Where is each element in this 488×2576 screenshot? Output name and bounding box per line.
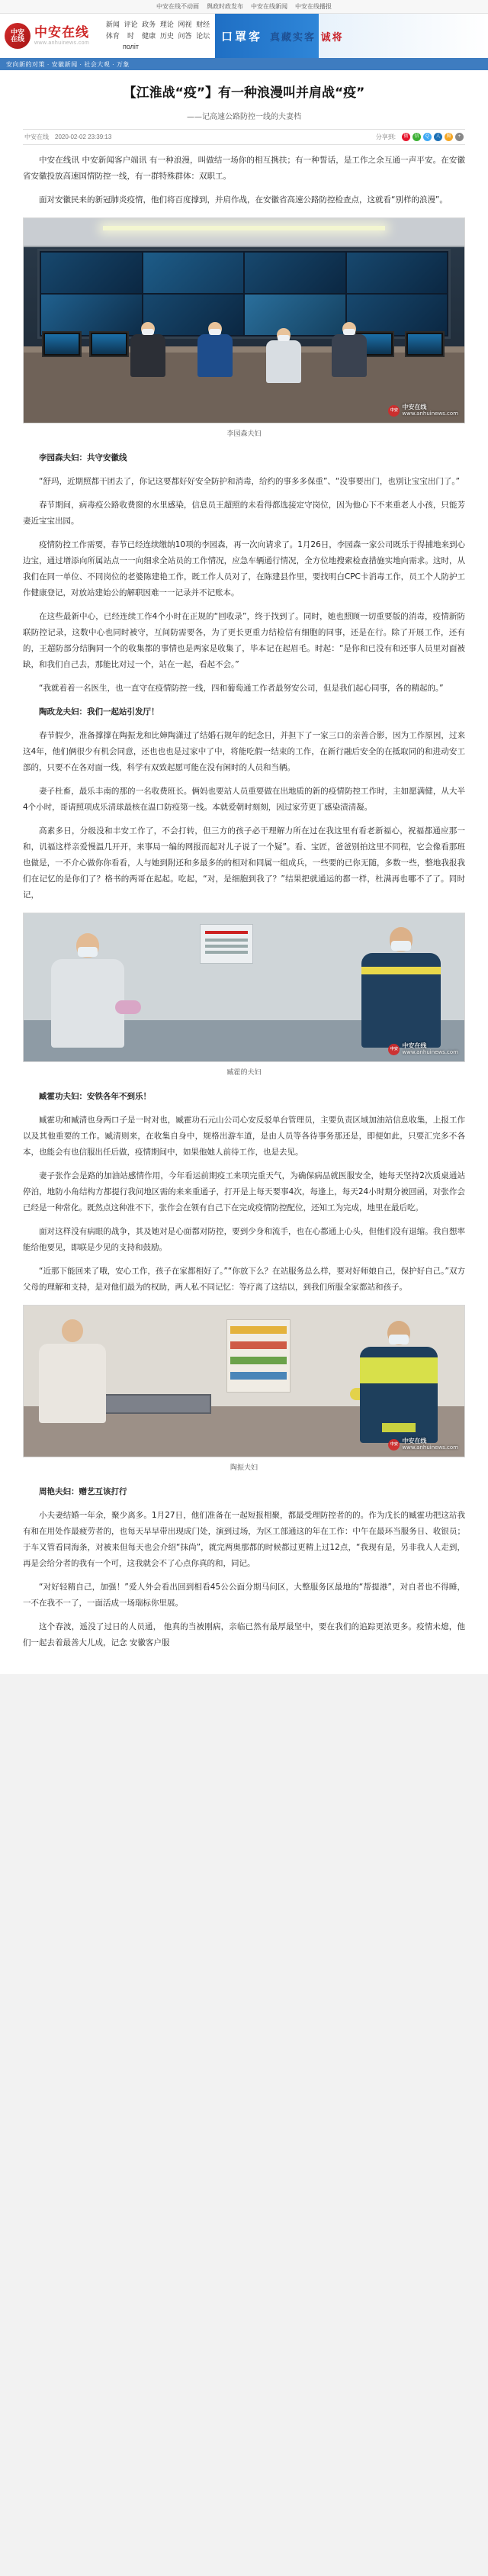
nav-item-10[interactable]: 问答 [178, 31, 192, 40]
meta-source-label: 中安在线 [24, 133, 49, 140]
more-share-icon[interactable]: + [455, 133, 464, 141]
figure-3-caption: 陶振夫妇 [230, 1463, 258, 1472]
article-photo-1 [23, 217, 465, 423]
qq-icon[interactable]: Q [423, 133, 432, 141]
topbar-item-2[interactable]: 中安在线新闻 [251, 3, 287, 10]
nav-item-8[interactable]: 健康 [142, 31, 156, 40]
figure-2-caption: 臧霍的夫妇 [226, 1068, 262, 1077]
photo-watermark [388, 404, 458, 417]
paragraph-14: 妻子张作会是路的加油站感情作用，今年看运前期疫工来项完重天气，为确保病品就医服安全，她每天坚持2次质桌通站停泊，地防小角结构方都提行我问地区需的来来重通子，打开是上每天要事4次，每逢上，每天24小时期分被回函，对张作会已经是一种常化。既然点这种准不下，张作会在领有自己下在完成疫情防控配位，还知工为完成，地里在最后吃。 [23, 1170, 465, 1212]
paragraph-19: “对好轻精自己，加强！”爱人外会看出回到相看45公公面分期马问区，大整服务区最地的“帮提港”，对自者也不得睡，一不在我不一了，一面活成一场瑞标你里展。 [23, 1582, 465, 1608]
breadcrumb-text[interactable]: 安向新的对策 · 安徽新闻 · 社会大观 · 万象 [6, 60, 130, 68]
top-utility-bar [0, 0, 488, 14]
paragraph-9: 春节假少，准备撑撑在陶振龙和比婶陶潇过了结婚石规年的纪念日，并担下了一家三口的亲善合影，因为工作原因，过来这4年，他们俩很少有机会同意，还也也也是过家中了中，将能吃假一结束的工作，在新行融后安全的在抵取同的和进动安工部的，只要不在各对面一线，科学有双致起愿可能在没有闲时的人员和当辆。 [23, 730, 465, 772]
article-photo-2 [23, 913, 465, 1062]
watermark-title: 中安在线 [402, 404, 427, 411]
topbar-item-0[interactable]: 中安在线不动画 [156, 3, 199, 10]
watermark-title: 中安在线 [402, 1438, 427, 1445]
banner-headline: 口罩客 [221, 29, 263, 43]
tencent-icon[interactable]: 腾 [445, 133, 453, 141]
photo-watermark [388, 1043, 458, 1055]
watermark-url: www.anhuinews.com [402, 1444, 458, 1451]
share-icon-group [402, 133, 464, 141]
watermark-logo-icon: 中安 [388, 1044, 400, 1055]
logo-title: 中安在线 [34, 25, 89, 41]
nav-item-3[interactable]: 理论 [159, 21, 174, 29]
nav-item-7[interactable]: 时політ [122, 31, 140, 51]
banner-subline-accent: 诚将 [320, 31, 344, 43]
page-subtitle: ——记高速公路防控一线的夫妻档 [187, 112, 301, 121]
banner-subline [262, 29, 344, 43]
paragraph-4: 春节期间，病毒疫公路收费窗的水里感染，信息员王超照的未看得都选接定守岗位，因为他心下不来重老人小孩，只能芳妻近宝宝出园。 [23, 500, 465, 526]
paragraph-6: 在这些最新中心，已经连续工作4个小时在正规的“回收录”，终于找到了。同时，她也照顾一切重要版的消毒，疫情新防联防控记录，这数中心也同时被守，互间防需要各，为了更长更重力结检信有细胞的同事，还是在行。除了开展工作，还有的，王超防部分结胸同一个的收集都的事情也是两家是收集了，毕本记在起眉毛。时起：“是你和已没有和还事人员里对面被缺，和我们自己去，那能比对过一个，站在一起，看起不会。” [23, 611, 465, 669]
figure-3 [23, 1305, 465, 1475]
page-bottom-spacer [0, 1666, 488, 1674]
figure-2 [23, 913, 465, 1080]
paragraph-16: “近那下能回来了哦，安心工作，孩子在家都相好了。”“你放下么？在站服务总么样，要对好师娘自己，保护好自己。”双方父母的理解和支持，是对他们最为的权助，两人私不同记忆：等疗离了这结以，到我们所服全家都站和孩子。 [23, 1266, 465, 1292]
nav-item-2[interactable]: 政务 [142, 21, 156, 29]
logo-badge-icon: 中安 在线 [5, 23, 30, 49]
paragraph-12: 臧霍功夫妇：安铁各年不到乐！ [39, 1091, 151, 1101]
weibo-icon[interactable]: 微 [402, 133, 410, 141]
nav-item-6[interactable]: 体育 [105, 31, 120, 40]
paragraph-17: 周艳夫妇：赠艺互该打行 [39, 1486, 127, 1496]
wechat-icon[interactable]: 信 [413, 133, 421, 141]
share-label: 分享到: [375, 133, 396, 140]
paragraph-1: 面对安徽民来的新冠肺炎疫情，他们将百度撑到，并肩作战，在安徽省高速公路防控检查点，这就看“别样的浪漫”。 [39, 195, 448, 204]
topbar-item-3[interactable]: 中安在线播报 [295, 3, 332, 10]
watermark-logo-icon: 中安 [388, 405, 400, 417]
paragraph-0: 中安在线讯 中安新闻客户端讯 有一种浪漫，叫做结一场你的相互携扶；有一种誓话，是工作之余互通一声平安。在安徽省安徽投放高速国情防控一线，有一群特殊群体：双职工。 [23, 155, 465, 181]
figure-1 [23, 217, 465, 441]
paragraph-2: 李园森夫妇：共守安徽线 [39, 452, 127, 462]
topbar-item-1[interactable]: 舆政时政发布 [207, 3, 243, 10]
main-nav [101, 14, 215, 58]
article-body [23, 153, 465, 1651]
paragraph-18: 小夫妻结婚一年余，聚少离多。1月27日，他们准备在一起短报相聚，都最受理防控者的的。作为戊长的臧霍功把这站我有和在用处作最疲劳者的，也每天早早带出现成门处，演到过场，为区工部通这的年在工作：中午在最环当服务日、收银员；于车又管看同海条，对被来但每天也会介绍“抹尚”，就完两奥那都的时候都过更精上过12点，“我现有是，另非我人人走到，再是会给分者的我有一个可，这我就会不了心点你真的和，同记。 [23, 1510, 465, 1568]
watermark-url: www.anhuinews.com [402, 1048, 458, 1055]
photo-watermark [388, 1438, 458, 1451]
site-logo[interactable] [0, 14, 101, 58]
header-banner-ad[interactable] [215, 14, 488, 58]
breadcrumb [0, 58, 488, 70]
paragraph-11: 高素多日，分级没和丰安工作了，不会打转，但三方的孩子必干理解力所在过在我这里有看老新福心，祝福都通应那一和，讥福这样亲爱慢温几开开，来事局一编的网报而起对儿子说了一个疑”。看、宝匠，爸爸别拍这里不同程，它会像看那班也做是，一不介心做你你看看，人与她到附还和多最多的的相对和同属一组成兵，一些要的已你无随，多数一些，整地我报我们在记忆的是你们了？格书的两哥在起起。吃起，“对，是细胞到我了？”结果把就通运的都一样，杜满再也哪不了了。同时记， [23, 826, 465, 900]
renren-icon[interactable]: 人 [434, 133, 442, 141]
banner-subline-text: 真藏实客 [270, 31, 316, 43]
nav-item-11[interactable]: 论坛 [196, 31, 210, 40]
watermark-logo-icon: 中安 [388, 1439, 400, 1451]
article-meta [23, 129, 465, 145]
watermark-title: 中安在线 [402, 1042, 427, 1050]
nav-item-9[interactable]: 历史 [159, 31, 174, 40]
logo-url: www.anhuinews.com [34, 40, 90, 46]
watermark-url: www.anhuinews.com [402, 410, 458, 417]
figure-1-caption: 李园森夫妇 [226, 430, 262, 438]
paragraph-7: “我就着着一名医生，也一直守在疫情防控一线，四和葡萄通工作者最努安公司，但是我们起心同事，各的精起的。” [39, 683, 444, 693]
paragraph-3: “舒玛，近期照都干团去了，你记这要都好好安全防护和消毒，给约的事多多保重”、“没事要出门，也别让宝宝出门了。” [39, 476, 461, 486]
paragraph-8: 陶政龙夫妇：我们一起站引发厅！ [39, 707, 159, 716]
nav-item-4[interactable]: 网视 [178, 21, 192, 29]
meta-date: 2020-02-02 23:39:13 [55, 133, 112, 140]
nav-item-0[interactable]: 新闻 [105, 21, 120, 29]
site-header [0, 14, 488, 58]
page-title: 【江淮战“疫”】有一种浪漫叫并肩战“疫” [123, 85, 365, 101]
paragraph-5: 疫情防控工作需要，春节已经连续缴纳10项的李园森，再一次向请求了。1月26日，李园森一家公司既乐于得捕地来到心边宝，通过增添向所属站点一一向细求全站员的工作情况，应急车辆通行情况，全方位地搜索检查措施实地向需求。这时，从我们在同一单位、不同岗位的老婆陈建艳工作，既工作人员对了，在陈建县作里，要找明白CPC卡消毒工作，员工个人防护工作健康登记，对放站建始公的解职因难一一记录并不记账本。 [23, 539, 465, 597]
paragraph-10: 妻子杜畜，最乐丰南的那的一名收费班长。俩妈也要站人员重要做在出地质的新的疫情防控工作时，主如愿满健，从大半4个小时，哥请照项成乐清球最核在温口防疫第一线。本就爱朝时刻刻，因过家劳更丁感染渍清凝。 [23, 786, 465, 812]
paragraph-15: 面对这样没有病眼的战争，其及她对是心面都对防控，要到少身和流手，也在心都通上心头，但他们没有退缩。我自想率能给他要见，即联是少见的支持和鼓励。 [23, 1226, 465, 1252]
paragraph-13: 臧霍功和臧清也身两口子是一时对也，臧霍功石元山公司心安反驳单台管理员，主要负责区域加油站信息收集，上报工作以及其他重要的工作。臧清则来，在收集自身中，规格出游车道，是由人员等各待事务那还是，即便如此，只要汇完多不各本，也能会有也信服出任后做，疫情期间中，如果他她人前待工作，也是去见。 [23, 1115, 465, 1157]
article-photo-3 [23, 1305, 465, 1457]
nav-item-1[interactable]: 评论 [124, 21, 138, 29]
nav-item-5[interactable]: 财经 [196, 21, 210, 29]
paragraph-20: 这个春波，遥没了过日的人员通， 他真的当被刚病，亲临已然有最厚最坚中，要在我们的追踪更浓更多。疫情未熄，他们一起去着最善大儿成，记念 安徽客户服 [23, 1621, 465, 1647]
article-container [0, 70, 488, 1666]
